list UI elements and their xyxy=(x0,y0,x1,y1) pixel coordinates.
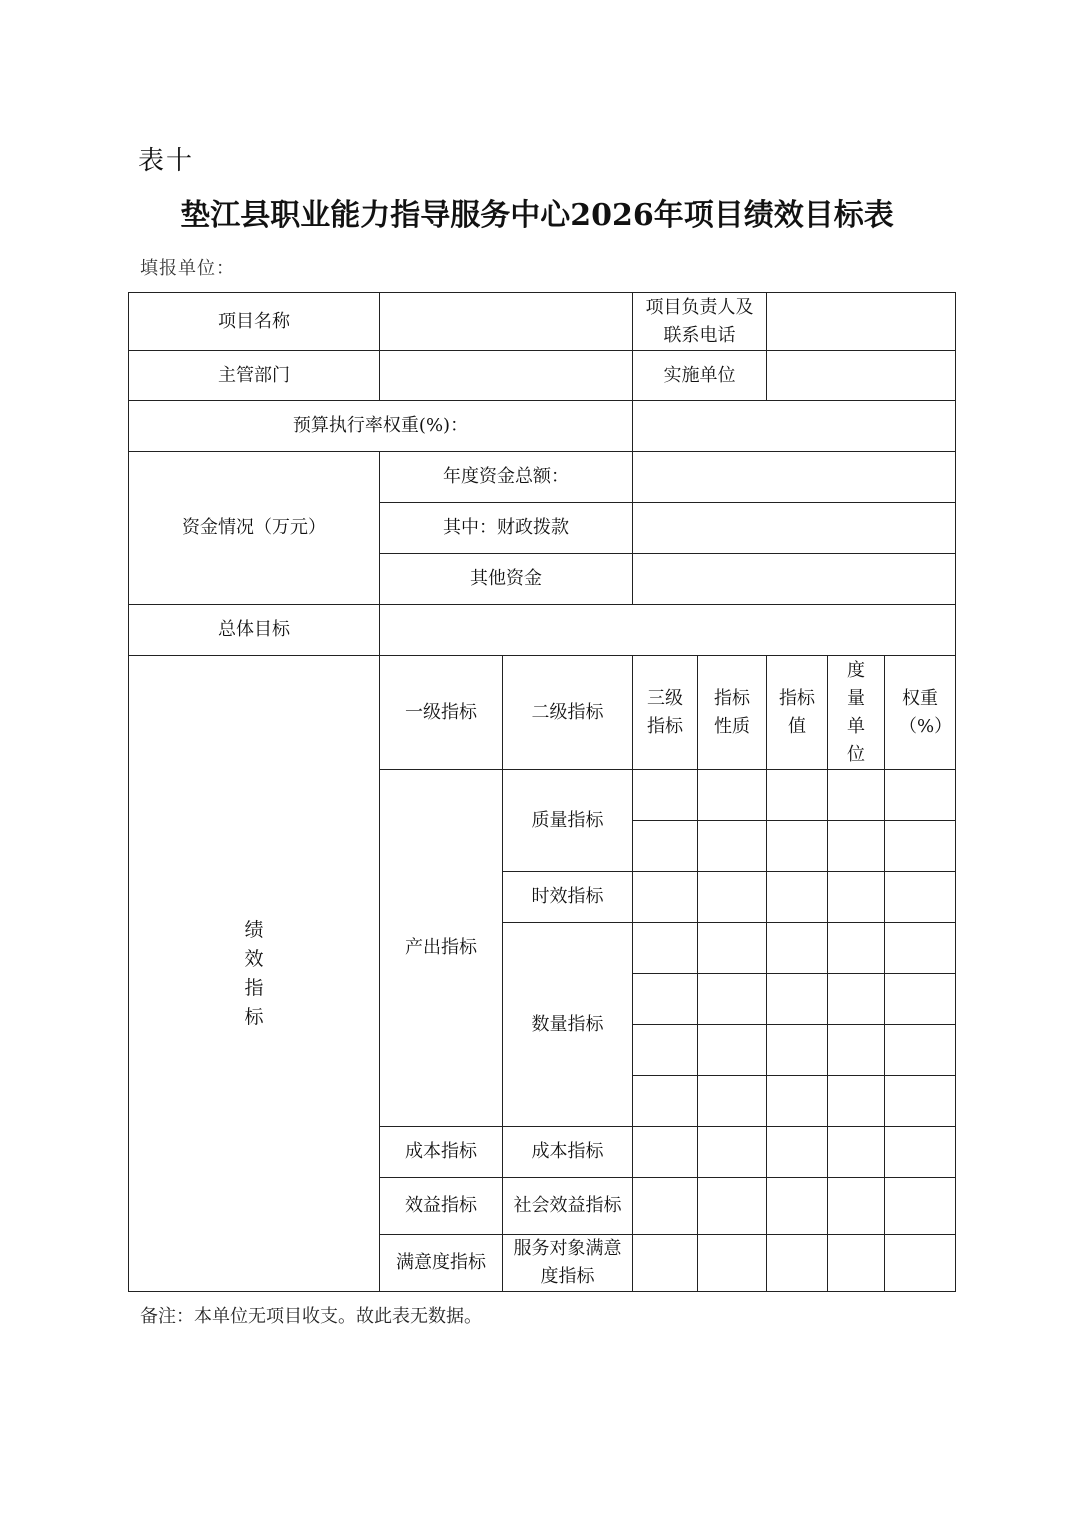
project-name-label: 项目名称 xyxy=(129,293,380,351)
cell xyxy=(767,1076,828,1127)
benefit-indicator-l1: 效益指标 xyxy=(380,1178,503,1235)
col-level1-header: 一级指标 xyxy=(380,656,503,770)
cell xyxy=(767,923,828,974)
cell xyxy=(885,1178,956,1235)
satisfaction-indicator-l1: 满意度指标 xyxy=(380,1235,503,1292)
col-value-header: 指标值 xyxy=(767,656,828,770)
overall-goal-label: 总体目标 xyxy=(129,605,380,656)
cell xyxy=(767,1025,828,1076)
col-weight-header: 权重（%） xyxy=(885,656,956,770)
project-name-value xyxy=(380,293,633,351)
cell xyxy=(885,1025,956,1076)
cell xyxy=(885,872,956,923)
page-title: 垫江县职业能力指导服务中心2026年项目绩效目标表 xyxy=(180,198,894,233)
cell xyxy=(828,1025,885,1076)
table-number: 表十 xyxy=(138,146,195,176)
cost-indicator-l1: 成本指标 xyxy=(380,1127,503,1178)
cell xyxy=(885,770,956,821)
cell xyxy=(698,821,767,872)
cell xyxy=(698,923,767,974)
cell xyxy=(767,1178,828,1235)
col-level3-header: 三级指标 xyxy=(633,656,698,770)
cell xyxy=(767,872,828,923)
cell xyxy=(633,1076,698,1127)
fiscal-value xyxy=(633,503,956,554)
cell xyxy=(698,1076,767,1127)
cell xyxy=(828,872,885,923)
cell xyxy=(828,1235,885,1292)
cost-indicator-l2: 成本指标 xyxy=(503,1127,633,1178)
dept-value xyxy=(380,351,633,401)
cell xyxy=(885,1235,956,1292)
cell xyxy=(767,1235,828,1292)
cell xyxy=(767,974,828,1025)
cell xyxy=(767,770,828,821)
social-benefit-indicator-l2: 社会效益指标 xyxy=(503,1178,633,1235)
annual-total-label: 年度资金总额： xyxy=(380,452,633,503)
other-funds-value xyxy=(633,554,956,605)
filler-unit-label: 填报单位： xyxy=(140,258,235,279)
cell xyxy=(698,770,767,821)
project-manager-label: 项目负责人及联系电话 xyxy=(633,293,767,351)
col-unit-header: 度量单位 xyxy=(828,656,885,770)
cell xyxy=(885,974,956,1025)
cell xyxy=(885,821,956,872)
timeliness-indicator-label: 时效指标 xyxy=(503,872,633,923)
quality-indicator-label: 质量指标 xyxy=(503,770,633,872)
quantity-indicator-label: 数量指标 xyxy=(503,923,633,1127)
other-funds-label: 其他资金 xyxy=(380,554,633,605)
cell xyxy=(633,923,698,974)
cell xyxy=(633,1127,698,1178)
dept-label: 主管部门 xyxy=(129,351,380,401)
output-indicator-label: 产出指标 xyxy=(380,770,503,1127)
cell xyxy=(633,821,698,872)
cell xyxy=(885,1127,956,1178)
cell xyxy=(698,1178,767,1235)
overall-goal-value xyxy=(380,605,956,656)
cell xyxy=(885,1076,956,1127)
cell xyxy=(633,1178,698,1235)
col-level2-header: 二级指标 xyxy=(503,656,633,770)
project-manager-value xyxy=(767,293,956,351)
cell xyxy=(767,821,828,872)
service-satisfaction-indicator-l2: 服务对象满意度指标 xyxy=(503,1235,633,1292)
cell xyxy=(633,872,698,923)
cell xyxy=(698,872,767,923)
cell xyxy=(828,1127,885,1178)
cell xyxy=(885,923,956,974)
cell xyxy=(828,821,885,872)
funds-label: 资金情况（万元） xyxy=(129,452,380,605)
cell xyxy=(828,974,885,1025)
cell xyxy=(633,1235,698,1292)
cell xyxy=(698,1025,767,1076)
cell xyxy=(767,1127,828,1178)
performance-target-table xyxy=(128,292,956,1292)
performance-label: 绩效指标 xyxy=(129,656,380,1292)
cell xyxy=(698,974,767,1025)
annual-total-value xyxy=(633,452,956,503)
cell xyxy=(633,770,698,821)
impl-unit-label: 实施单位 xyxy=(633,351,767,401)
budget-rate-value xyxy=(633,401,956,452)
cell xyxy=(633,974,698,1025)
cell xyxy=(828,1178,885,1235)
cell xyxy=(828,1076,885,1127)
fiscal-label: 其中：财政拨款 xyxy=(380,503,633,554)
cell xyxy=(698,1127,767,1178)
cell xyxy=(633,1025,698,1076)
cell xyxy=(698,1235,767,1292)
cell xyxy=(828,923,885,974)
cell xyxy=(828,770,885,821)
footer-note: 备注：本单位无项目收支。故此表无数据。 xyxy=(140,1306,482,1327)
budget-rate-label: 预算执行率权重(%)： xyxy=(129,401,633,452)
col-nature-header: 指标性质 xyxy=(698,656,767,770)
impl-unit-value xyxy=(767,351,956,401)
